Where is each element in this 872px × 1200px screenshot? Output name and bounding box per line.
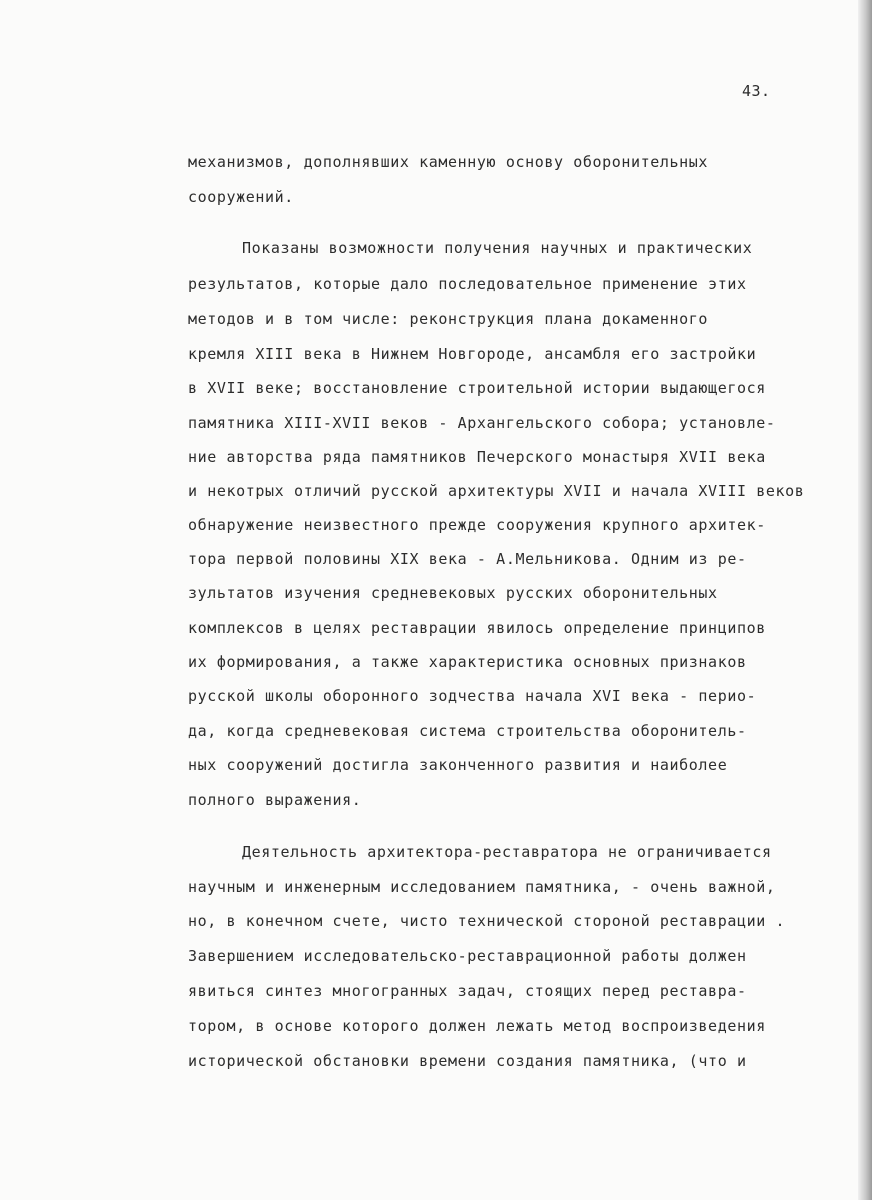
text-line: зультатов изучения средневековых русских оборонительных	[188, 584, 718, 602]
text-line: и некотрых отличий русской архитектуры XVII и начала XVIII веков	[188, 482, 805, 500]
text-line: механизмов, дополнявших каменную основу оборонительных	[188, 153, 709, 171]
text-line: но, в конечном счете, чисто технической стороной реставрации .	[188, 912, 786, 930]
text-line: комплексов в целях реставрации явилось определение принципов	[188, 619, 766, 637]
text-line: методов и в том числе: реконструкция плана докаменного	[188, 310, 709, 328]
text-line: их формирования, а также характеристика основных признаков	[188, 653, 747, 671]
text-line: научным и инженерным исследованием памятника, - очень важной,	[188, 878, 776, 896]
paragraph-start-line: Деятельность архитектора-реставратора не ограничивается	[242, 843, 772, 861]
text-line: в XVII веке; восстановление строительной истории выдающегося	[188, 379, 766, 397]
text-line: результатов, которые дало последовательное применение этих	[188, 275, 747, 293]
text-line: да, когда средневековая система строительства оборонитель-	[188, 722, 747, 740]
text-line: русской школы оборонного зодчества начала XVI века - перио-	[188, 687, 757, 705]
text-line: исторической обстановки времени создания памятника, (что и	[188, 1052, 747, 1070]
paragraph-start-line: Показаны возможности получения научных и практических	[242, 239, 753, 257]
text-line: кремля XIII века в Нижнем Новгороде, ансамбля его застройки	[188, 345, 757, 363]
text-line: памятника XIII-XVII веков - Архангельского собора; установле-	[188, 414, 776, 432]
text-line: явиться синтез многогранных задач, стоящих перед реставра-	[188, 982, 747, 1000]
text-line: полного выражения.	[188, 791, 362, 809]
text-line: тора первой половины XIX века - А.Мельникова. Одним из ре-	[188, 550, 747, 568]
text-line: Завершением исследовательско-реставрационной работы должен	[188, 947, 747, 965]
text-line: сооружений.	[188, 188, 294, 206]
page-number: 43.	[742, 82, 771, 100]
text-line: тором, в основе которого должен лежать метод воспроизведения	[188, 1017, 766, 1035]
text-line: ных сооружений достигла законченного развития и наиболее	[188, 756, 728, 774]
text-line: обнаружение неизвестного прежде сооружения крупного архитек-	[188, 516, 766, 534]
text-line: ние авторства ряда памятников Печерского монастыря XVII века	[188, 448, 766, 466]
